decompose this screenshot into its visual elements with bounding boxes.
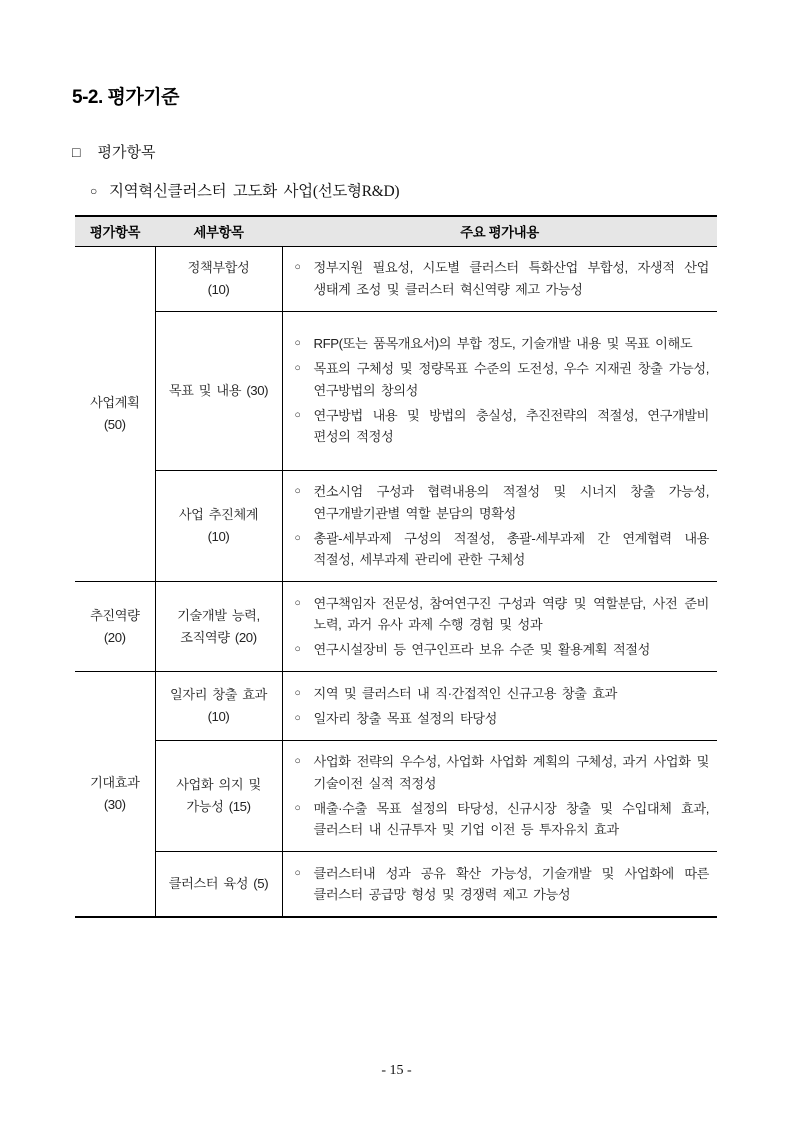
- item-bullet-icon: ○: [294, 337, 301, 350]
- section-heading: [72, 143, 793, 164]
- header-category: 평가항목: [75, 216, 155, 246]
- page-number: - 15 -: [381, 1063, 412, 1078]
- table-row: [75, 852, 717, 918]
- item-bullet-icon: ○: [294, 643, 301, 655]
- sub-item-cell: 정책부합성 (10): [155, 246, 282, 311]
- content-cell: ○ RFP(또는 품목개요서)의 부합 정도, 기술개발 내용 및 목표 이해도 ○ 목표의 구체성 및 정량목표 수준의 도전성, 우수 지재권 창출 가능성, 연구방법의 창의성 ○ 연구방법 내용 및 방법의 충실성, 추진전략의 적절성, 연구개발비 편성의 적정성: [282, 311, 717, 470]
- content-cell: ○ 클러스터내 성과 공유 확산 가능성, 기술개발 및 사업화에 따른 클러스터 공급망 형성 및 경쟁력 제고 가능성: [282, 852, 717, 918]
- content-cell: ○ 연구책임자 전문성, 참여연구진 구성과 역량 및 역할분담, 사전 준비 노력, 과거 유사 과제 수행 경험 및 성과 ○ 연구시설장비 등 연구인프라 보유 수준 및 활용계획 적절성: [282, 582, 717, 672]
- item-bullet-icon: ○: [294, 531, 301, 544]
- content-cell: ○ 사업화 전략의 우수성, 사업화 사업화 계획의 구체성, 과거 사업화 및 기술이전 실적 적정성 ○ 매출·수출 목표 설정의 타당성, 신규시장 창출 및 수입대체 효과, 클러스터 내 신규투자 및 기업 이전 등 투자유치 효과: [282, 740, 717, 852]
- table-row: [75, 740, 717, 852]
- item-bullet-icon: ○: [294, 755, 301, 767]
- sub-item-cell: 일자리 창출 효과 (10): [155, 672, 282, 741]
- circle-bullet-icon: ○: [90, 184, 97, 198]
- item-bullet-icon: ○: [294, 485, 301, 497]
- table-row: [75, 672, 717, 741]
- section-label: 평가항목: [97, 145, 156, 161]
- table-row: [75, 582, 717, 672]
- item-bullet-icon: ○: [294, 362, 301, 375]
- table-header-row: [75, 216, 717, 246]
- header-sub-item: 세부항목: [155, 216, 282, 246]
- item-bullet-icon: ○: [294, 686, 301, 699]
- table-row: [75, 311, 717, 470]
- sub-item-cell: 사업 추진체계 (10): [155, 470, 282, 582]
- sub-item-cell: 기술개발 능력, 조직역량 (20): [155, 582, 282, 672]
- content-cell: ○ 지역 및 클러스터 내 직·간접적인 신규고용 창출 효과 ○ 일자리 창출 목표 설정의 타당성: [282, 672, 717, 741]
- header-main-content: 주요 평가내용: [282, 216, 717, 246]
- content-cell: ○ 컨소시엄 구성과 협력내용의 적절성 및 시너지 창출 가능성, 연구개발기관별 역할 분담의 명확성 ○ 총괄-세부과제 구성의 적절성, 총괄-세부과제 간 연계협력 내용 적절성, 세부과제 관리에 관한 구체성: [282, 470, 717, 582]
- item-bullet-icon: ○: [294, 596, 301, 609]
- table-row: [75, 470, 717, 582]
- evaluation-criteria-table: [75, 215, 717, 918]
- table-row: [75, 246, 717, 311]
- sub-item-cell: 사업화 의지 및 가능성 (15): [155, 740, 282, 852]
- sub-item-cell: 목표 및 내용 (30): [155, 311, 282, 470]
- item-bullet-icon: ○: [294, 408, 301, 421]
- item-bullet-icon: ○: [294, 801, 301, 814]
- category-cell: 추진역량 (20): [90, 607, 140, 645]
- item-bullet-icon: ○: [294, 866, 301, 879]
- page-title: 5-2. 평가기준: [72, 87, 179, 108]
- subsection-heading: [90, 181, 793, 203]
- item-bullet-icon: ○: [294, 261, 301, 273]
- category-cell: 사업계획 (50): [90, 394, 140, 432]
- subsection-label: 지역혁신클러스터 고도화 사업(선도형R&D): [108, 183, 400, 200]
- category-cell: 기대효과 (30): [90, 775, 140, 812]
- content-cell: ○ 정부지원 필요성, 시도별 클러스터 특화산업 부합성, 자생적 산업 생태계 조성 및 클러스터 혁신역량 제고 가능성: [282, 246, 717, 311]
- item-bullet-icon: ○: [294, 711, 301, 724]
- sub-item-cell: 클러스터 육성 (5): [155, 852, 282, 918]
- square-bullet-icon: □: [72, 146, 81, 161]
